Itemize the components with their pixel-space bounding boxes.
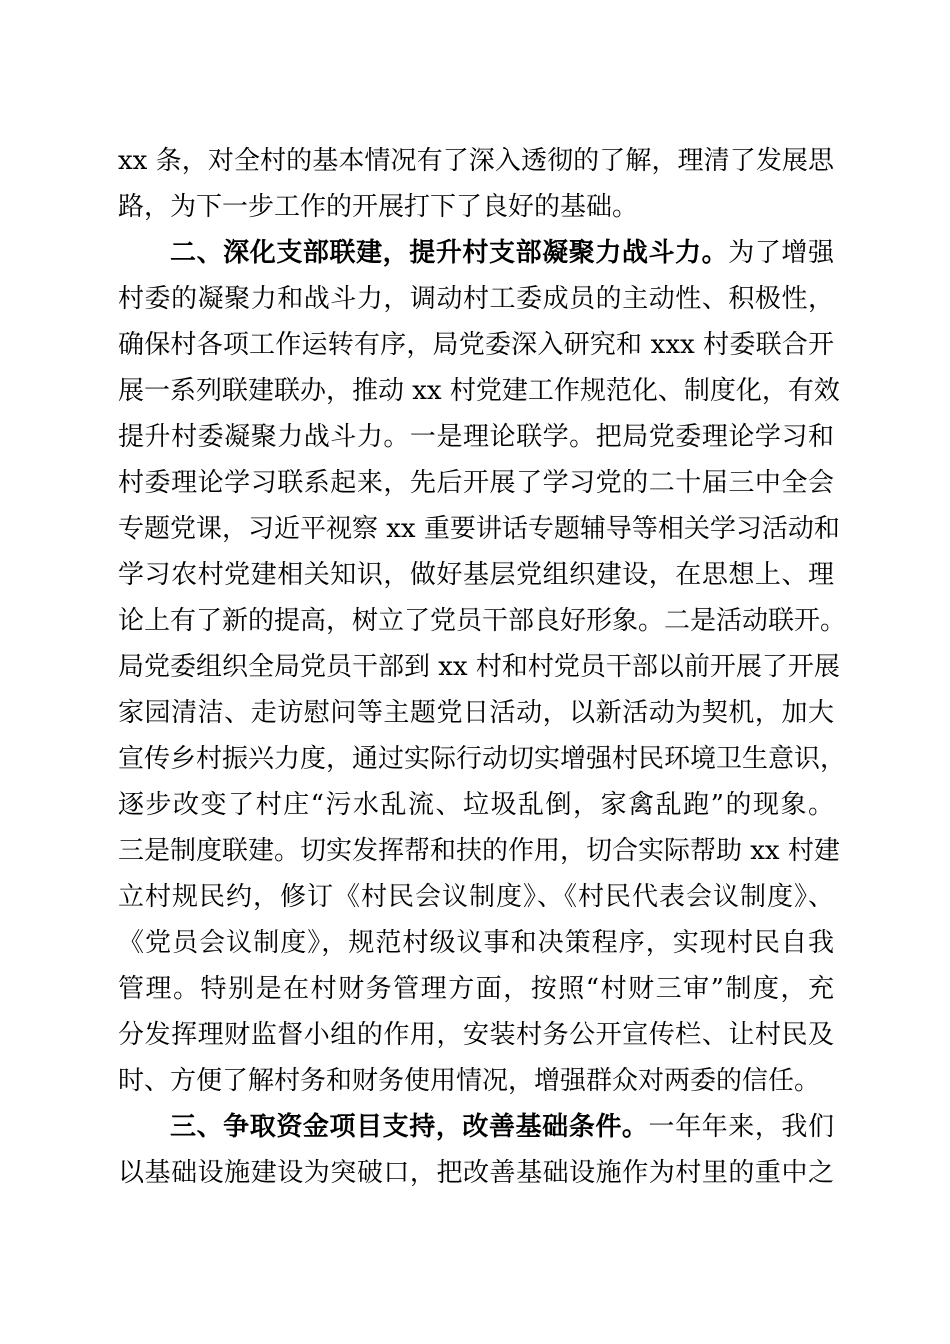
- paragraph-2-line: 宣传乡村振兴力度，通过实际行动切实增强村民环境卫生意识，: [118, 744, 847, 774]
- paragraph-2-line: 分发挥理财监督小组的作用，安装村务公开宣传栏、让村民及: [118, 1020, 834, 1050]
- paragraph-2-line: 论上有了新的提高，树立了党员干部良好形象。二是活动联开。: [118, 606, 847, 636]
- paragraph-2-line: 展一系列联建联办，推动 xx 村党建工作规范化、制度化，有效: [118, 376, 840, 406]
- paragraph-2-line: 家园清洁、走访慰问等主题党日活动，以新活动为契机，加大: [118, 698, 834, 728]
- paragraph-2-line: 村委理论学习联系起来，先后开展了学习党的二十届三中全会: [118, 468, 834, 498]
- paragraph-3-line: 以基础设施建设为突破口，把改善基础设施作为村里的重中之: [118, 1158, 834, 1188]
- paragraph-2-first-line-text: 为了增强: [728, 238, 834, 268]
- paragraph-2-line: 学习农村党建相关知识，做好基层党组织建设，在思想上、理: [118, 560, 834, 590]
- paragraph-2-line: 逐步改变了村庄“污水乱流、垃圾乱倒，家禽乱跑”的现象。: [118, 790, 834, 820]
- paragraph-2-first-line: [170, 233, 834, 273]
- paragraph-2-line: 局党委组织全局党员干部到 xx 村和村党员干部以前开展了开展: [118, 652, 840, 682]
- paragraph-2-line: 村委的凝聚力和战斗力，调动村工委成员的主动性、积极性，: [118, 284, 834, 314]
- paragraph-2-line: 提升村委凝聚力战斗力。一是理论联学。把局党委理论学习和: [118, 422, 834, 452]
- paragraph-3-first-line-text: 一年年来，我们: [648, 1112, 834, 1142]
- section-3-heading: 三、争取资金项目支持，改善基础条件。: [170, 1112, 649, 1142]
- paragraph-2-line: 管理。特别是在村财务管理方面，按照“村财三审”制度，充: [118, 974, 834, 1004]
- paragraph-2-line: 《党员会议制度》，规范村级议事和决策程序，实现村民自我: [118, 928, 834, 958]
- paragraph-1-line-2: 路，为下一步工作的开展打下了良好的基础。: [118, 192, 639, 222]
- paragraph-2-line: 时、方便了解村务和财务使用情况，增强群众对两委的信任。: [118, 1066, 821, 1096]
- paragraph-1-line-1: xx 条，对全村的基本情况有了深入透彻的了解，理清了发展思: [118, 146, 834, 176]
- paragraph-2-line: 专题党课，习近平视察 xx 重要讲话专题辅导等相关学习活动和: [118, 514, 840, 544]
- paragraph-2-line: 立村规民约，修订《村民会议制度》、《村民代表会议制度》、: [118, 882, 834, 912]
- paragraph-2-line: 三是制度联建。切实发挥帮和扶的作用，切合实际帮助 xx 村建: [118, 836, 840, 866]
- section-2-heading: 二、深化支部联建，提升村支部凝聚力战斗力。: [170, 238, 729, 268]
- paragraph-2-line: 确保村各项工作运转有序，局党委深入研究和 xxx 村委联合开: [118, 330, 834, 360]
- paragraph-3-first-line: [170, 1107, 834, 1147]
